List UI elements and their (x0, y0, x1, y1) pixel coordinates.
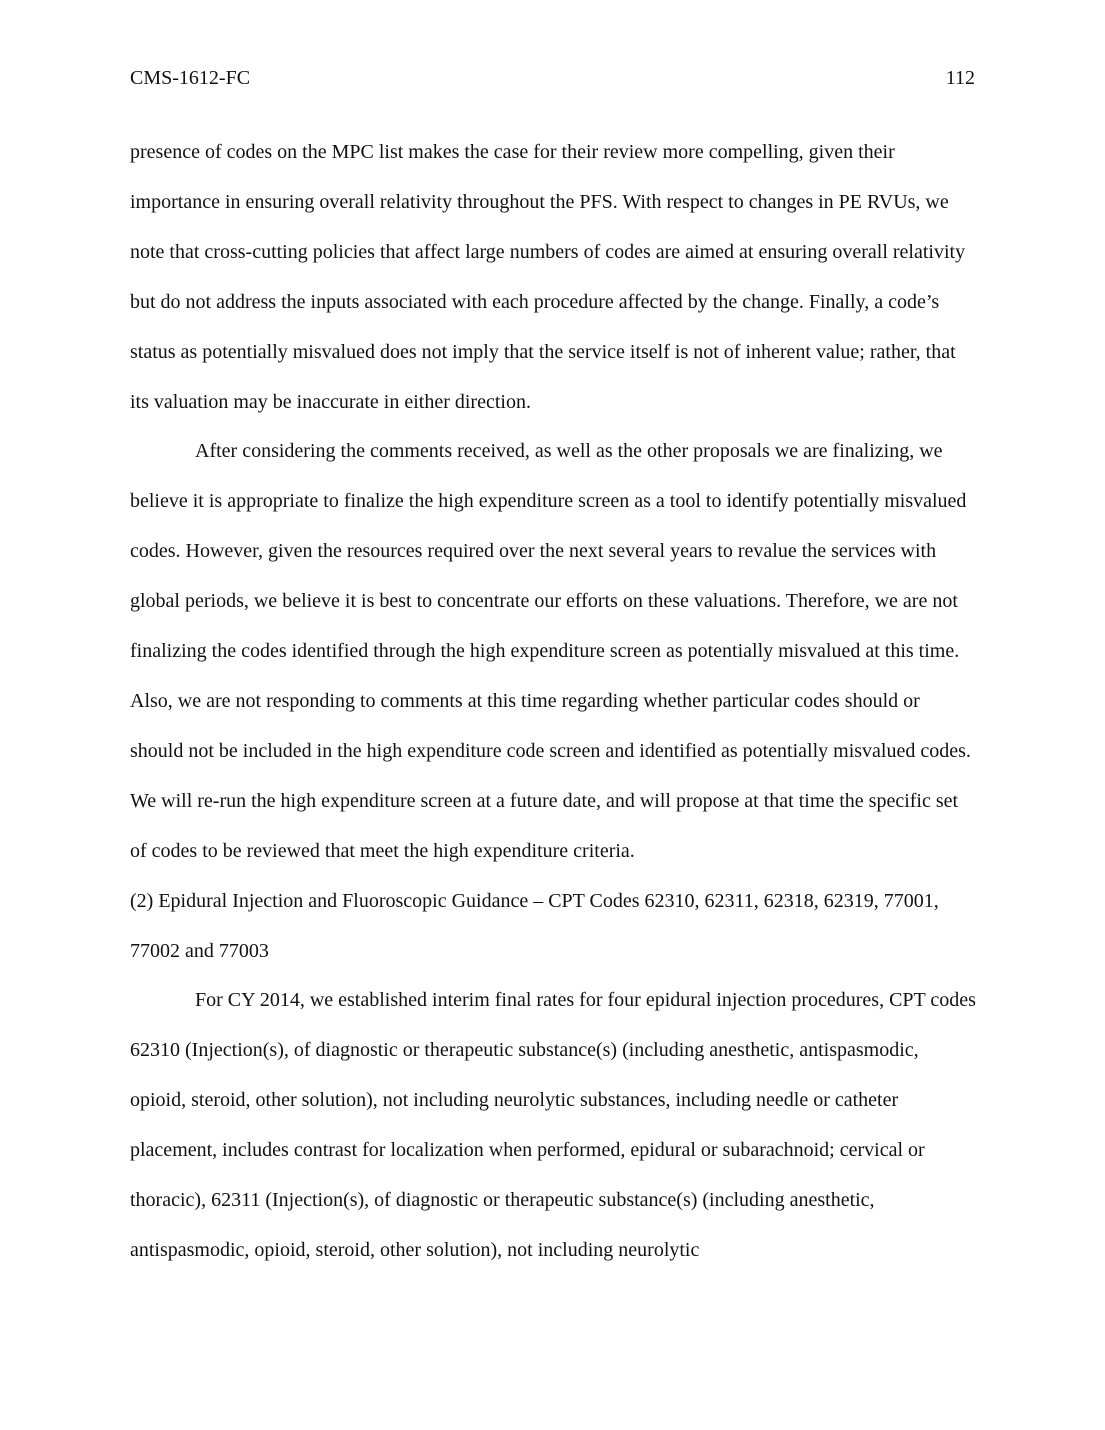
document-id: CMS-1612-FC (130, 67, 251, 89)
page-number: 112 (945, 67, 975, 89)
paragraph-epidural: For CY 2014, we established interim final rates for four epidural injection procedures, CPT codes 62310 (Injection(s), of diagnostic or therapeutic substance(s) (including anesthetic, antispasmodic, opioid, steroid, other solution), not including neurolytic substances, including needle or catheter placement, includes contrast for localization when performed, epidural or subarachnoid; cervical or thoracic), 62311 (Injection(s), of diagnostic or therapeutic substance(s) (including anesthetic, antispasmodic, opioid, steroid, other solution), not including neurolytic (130, 989, 976, 1261)
body-text (130, 128, 976, 1276)
paragraph-continuation: presence of codes on the MPC list makes the case for their review more compelling, given their importance in ensuring overall relativity throughout the PFS. With respect to changes in PE RVUs, we note that cross-cutting policies that affect large numbers of codes are aimed at ensuring overall relativity but do not address the inputs associated with each procedure affected by the change. Finally, a code’s status as potentially misvalued does not imply that the service itself is not of inherent value; rather, that its valuation may be inaccurate in either direction. (130, 141, 966, 413)
paragraph-finalization: After considering the comments received, as well as the other proposals we are finalizing, we believe it is appropriate to finalize the high expenditure screen as a tool to identify potentially misvalued codes. However, given the resources required over the next several years to revalue the services with global periods, we believe it is best to concentrate our efforts on these valuations. Therefore, we are not finalizing the codes identified through the high expenditure screen as potentially misvalued at this time. Also, we are not responding to comments at this time regarding whether particular codes should or should not be included in the high expenditure code screen and identified as potentially misvalued codes. We will re-run the high expenditure screen at a future date, and will propose at that time the specific set of codes to be reviewed that meet the high expenditure criteria. (130, 440, 971, 862)
section-heading: (2) Epidural Injection and Fluoroscopic Guidance – CPT Codes 62310, 62311, 62318, 62319, 77001, 77002 and 77003 (130, 889, 939, 962)
